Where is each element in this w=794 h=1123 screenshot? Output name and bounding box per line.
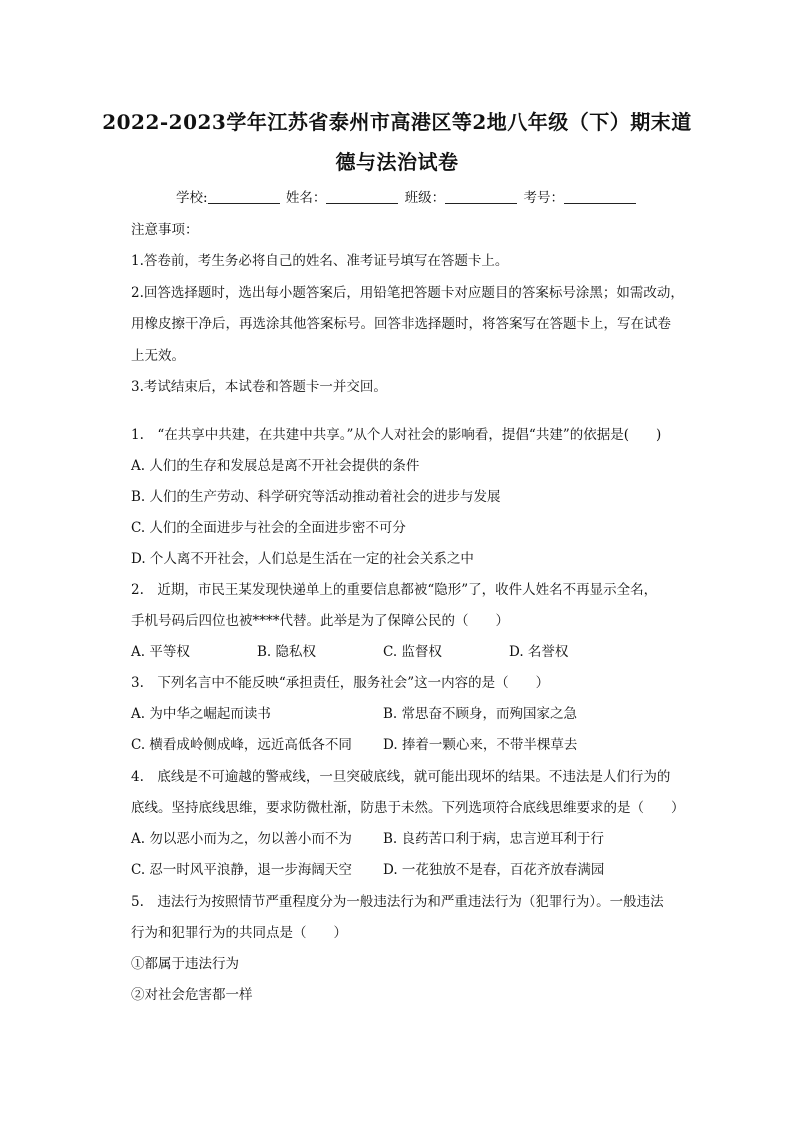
q1-option-c: C. 人们的全面进步与社会的全面进步密不可分 — [131, 520, 406, 536]
q3-option-b: B. 常思奋不顾身，而殉国家之急 — [383, 706, 578, 722]
q2-option-c: C. 监督权 — [383, 644, 442, 660]
number-label: 考号： — [523, 190, 564, 206]
q1-option-b: B. 人们的生产劳动、科学研究等活动推动着社会的进步与发展 — [131, 489, 501, 505]
q3-option-d: D. 捧着一颗心来，不带半棵草去 — [383, 737, 578, 753]
notice-item-2-line3: 上无效。 — [131, 348, 185, 364]
student-info-line — [176, 186, 638, 206]
q2-stem-line1: 2. 近期，市民王某发现快递单上的重要信息都被“隐形”了，收件人姓名不再显示全名， — [131, 582, 658, 598]
q5-stem-line1: 5. 违法行为按照情节严重程度分为一般违法行为和严重违法行为（犯罪行为）。一般违法 — [131, 894, 664, 910]
q1-option-d: D. 个人离不开社会，人们总是生活在一定的社会关系之中 — [131, 551, 474, 567]
q4-option-a: A. 勿以恶小而为之，勿以善小而不为 — [131, 831, 352, 847]
number-blank — [564, 191, 636, 204]
q2-option-a: A. 平等权 — [131, 644, 190, 660]
q1-stem: 1. “在共享中共建，在共建中共享。”从个人对社会的影响看，提倡“共建”的依据是( ) — [131, 427, 662, 443]
school-label: 学校: — [176, 190, 208, 206]
q2-stem-line2: 手机号码后四位也被****代替。此举是为了保障公民的（ ） — [131, 613, 509, 629]
q2-option-d: D. 名誉权 — [509, 644, 569, 660]
name-label: 姓名： — [285, 190, 327, 206]
q4-option-d: D. 一花独放不是春，百花齐放春满园 — [383, 862, 605, 878]
q3-stem: 3. 下列名言中不能反映“承担责任，服务社会”这一内容的是（ ） — [131, 675, 550, 691]
notice-item-2-line1: 2.回答选择题时，选出每小题答案后，用铅笔把答题卡对应题目的答案标号涂黑；如需改动， — [131, 285, 684, 301]
q4-option-c: C. 忍一时风平浪静，退一步海阔天空 — [131, 862, 352, 878]
class-blank — [445, 191, 517, 204]
q5-stem-line2: 行为和犯罪行为的共同点是（ ） — [131, 925, 347, 941]
q1-option-a: A. 人们的生存和发展总是离不开社会提供的条件 — [131, 458, 420, 474]
notice-item-1: 1.答卷前，考生务必将自己的姓名、准考证号填写在答题卡上。 — [131, 253, 509, 269]
class-label: 班级： — [404, 190, 446, 206]
name-blank — [326, 191, 398, 204]
notice-heading: 注意事项： — [131, 222, 199, 238]
q5-item-1: ①都属于违法行为 — [131, 956, 239, 972]
exam-title-line1: 2022-2023学年江苏省泰州市高港区等2地八年级（下）期末道 — [102, 110, 692, 134]
notice-item-3: 3.考试结束后，本试卷和答题卡一并交回。 — [131, 379, 387, 395]
notice-item-2-line2: 用橡皮擦干净后，再选涂其他答案标号。回答非选择题时，将答案写在答题卡上，写在试卷 — [131, 316, 671, 332]
q2-option-b: B. 隐私权 — [257, 644, 317, 660]
q4-stem-line2: 底线。坚持底线思维，要求防微杜渐，防患于未然。下列选项符合底线思维要求的是（ ） — [131, 800, 685, 816]
q4-option-b: B. 良药苦口利于病，忠言逆耳利于行 — [383, 831, 605, 847]
q3-option-a: A. 为中华之崛起而读书 — [131, 706, 271, 722]
q4-stem-line1: 4. 底线是不可逾越的警戒线，一旦突破底线，就可能出现坏的结果。不违法是人们行为的 — [131, 769, 671, 785]
q5-item-2: ②对社会危害都一样 — [131, 987, 253, 1003]
school-blank — [208, 191, 280, 204]
q3-option-c: C. 横看成岭侧成峰，远近高低各不同 — [131, 737, 352, 753]
exam-title-line2: 德与法治试卷 — [335, 150, 459, 174]
